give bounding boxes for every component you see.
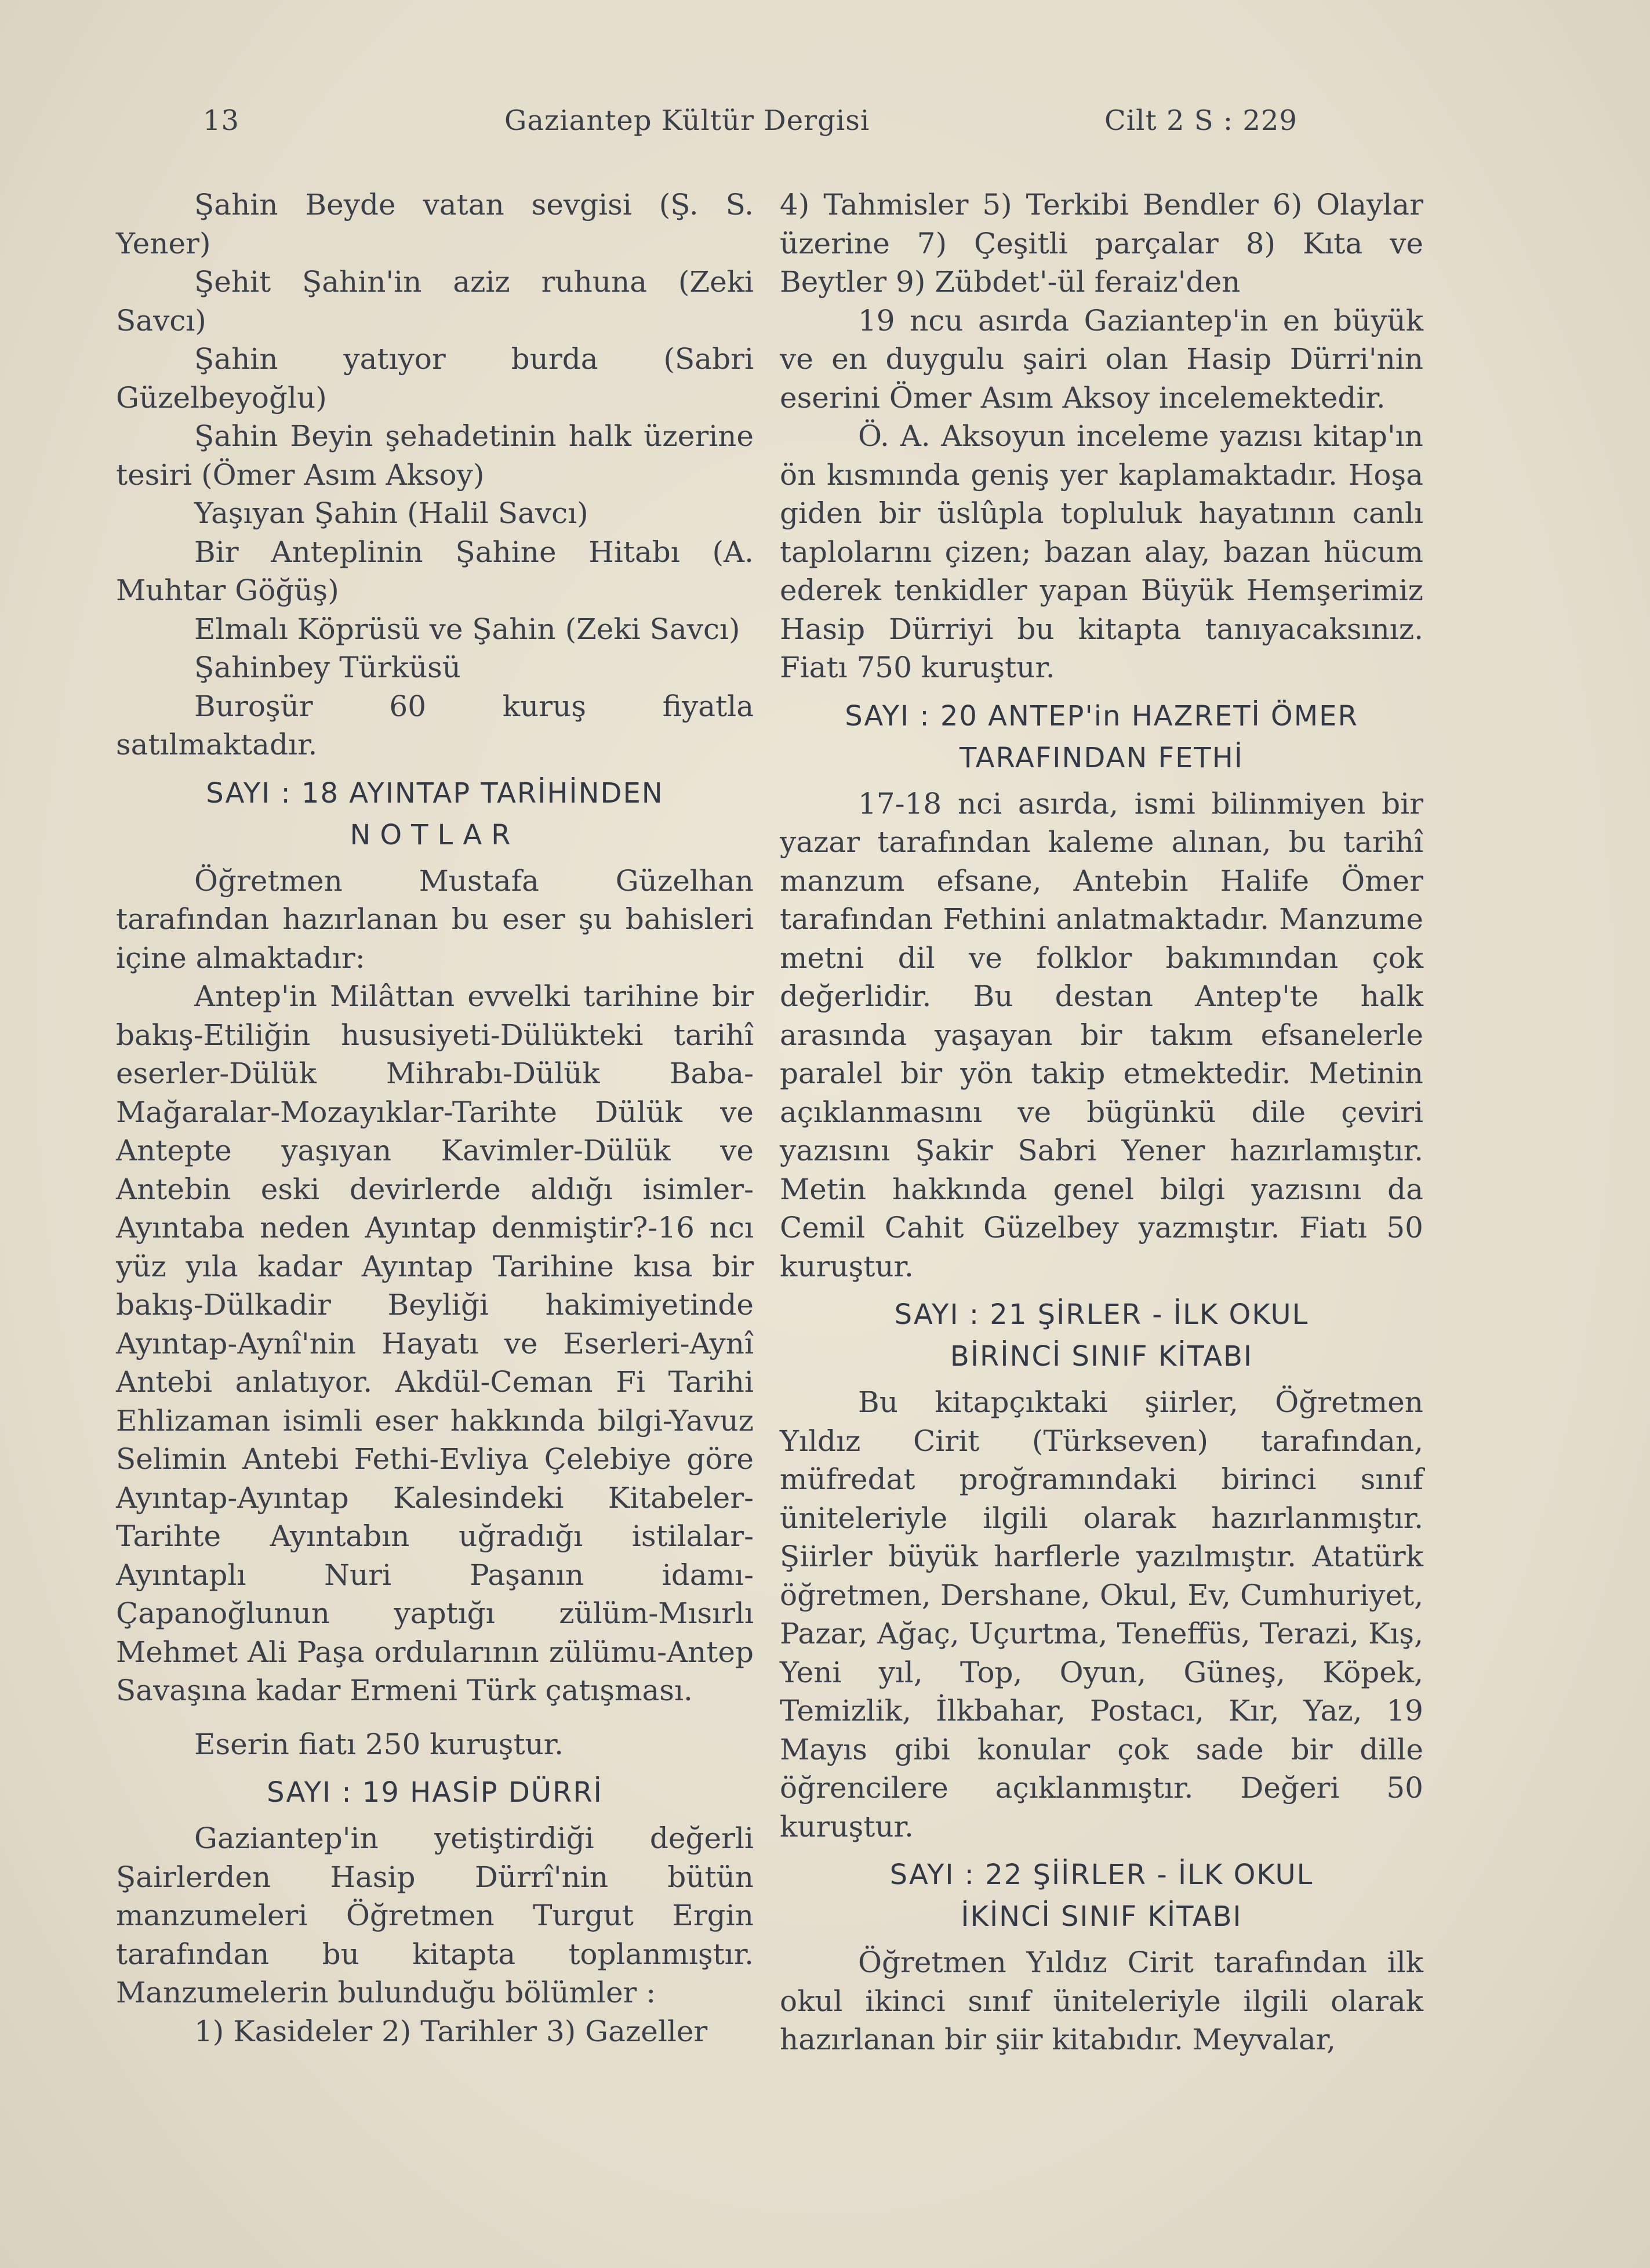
heading-line: SAYI : 21 ŞİRLER - İLK OKUL	[894, 1298, 1309, 1331]
section-heading-21	[780, 1294, 1423, 1377]
section-heading-20	[780, 695, 1423, 779]
spacer	[116, 1710, 754, 1725]
contents-item: Şahin Beyde vatan sevgisi (Ş. S. Yener)	[116, 188, 754, 260]
section-20-body: 17-18 nci asırda, ismi bilinmiyen bir yazar tarafından kaleme alınan, bu tarihî manzum efsane, Antebin Halife Ömer tarafından Fethini anlatmaktadır. Manzume metni dil ve folklor bakımından çok değerlidir. Bu destan Antep'te halk arasında yaşayan bir takım efsanelerle paralel bir yön takip etmektedir. Metinin açıklanmasını ve bügünkü dile çeviri yazısını Şakir Sabri Yener hazırlamıştır. Metin hakkında genel bilgi yazısını da Cemil Cahit Güzelbey yazmıştır. Fiatı 50 kuruştur.	[780, 786, 1423, 1283]
section-21-body: Bu kitapçıktaki şiirler, Öğretmen Yıldız Cirit (Türkseven) tarafından, müfredat proğramındaki birinci sınıf ünitelеriyle ilgili olarak hazırlanmıştır. Şiirler büyük harflerle yazılmıştır. Atatürk öğretmen, Dershane, Okul, Ev, Cumhuriyet, Pazar, Ağaç, Uçurtma, Teneffüs, Terazi, Kış, Yeni yıl, Top, Oyun, Güneş, Köpek, Temizlik, İlkbahar, Postacı, Kır, Yaz, 19 Mayıs gibi konular çok sade bir dille öğrencilere açıklanmıştır. Değeri 50 kuruştur.	[780, 1385, 1423, 1844]
section-19-body: 19 ncu asırda Gaziantep'in en büyük ve en duygulu şairi olan Hasip Dürri'nin eserini Ömer Asım Aksoy incelemektedir.	[780, 303, 1423, 415]
section-18-topics: Antep'in Milâttan evvelki tarihine bir bakış-Etiliğin hususiyeti-Dülükteki tarihî eserler-Dülük Mihrabı-Dülük Baba-Mağaralar-Mozayıklar-Tarihte Dülük ve Antepte yaşıyan Kavimler-Dülük ve Antebin eski devirlerde aldığı isimler-Ayıntaba neden Ayıntap denmiştir?-16 ncı yüz yıla kadar Ayıntap Tarihine kısa bir bakış-Dülkadir Beyliği hakimiyetinde Ayıntap-Aynî'nin Hayatı ve Eserleri-Aynî Antebi anlatıyor. Akdül-Ceman Fi Tarihi Ehlizaman isimli eser hakkında bilgi-Yavuz Selimin Antebi Fethi-Evliya Çelebiye göre Ayıntap-Ayıntap Kalesindeki Kitabeler-Tarihte Ayıntabın uğradığı istilalar-Ayıntaplı Nuri Paşanın idamı-Çapanoğlunun yaptığı zülüm-Mısırlı Mehmet Ali Paşa ordularının zülümu-Antep Savaşına kadar Ermeni Türk çatışması.	[116, 979, 754, 1707]
right-column	[780, 186, 1423, 2059]
contents-item: Yaşıyan Şahin (Halil Savcı)	[194, 496, 588, 530]
heading-line: SAYI : 19 HASİP DÜRRİ	[267, 1776, 603, 1809]
section-19-intro: Gaziantep'in yetiştirdiği değerli Şairlerden Hasip Dürrî'nin bütün manzumeleri Öğretmen Turgut Ergin tarafından bu kitapta toplanmıştır. Manzumelerin bulunduğu bölümler :	[116, 1821, 754, 2009]
brochure-price: Buroşür 60 kuruş fiyatla satılmaktadır.	[116, 689, 754, 761]
left-column	[116, 186, 754, 2051]
contents-item: Şahinbey Türküsü	[194, 651, 461, 684]
section-18-intro: Öğretmen Mustafa Güzelhan tarafından hazırlanan bu eser şu bahisleri içine almaktadır:	[116, 863, 754, 975]
contents-item: Şehit Şahin'in aziz ruhuna (Zeki Savcı)	[116, 265, 754, 338]
section-heading-19	[116, 1772, 754, 1813]
section-heading-18	[116, 772, 754, 856]
section-19-body: Ö. A. Aksoyun inceleme yazısı kitap'ın ön kısmında geniş yer kaplamaktadır. Hoşa giden bir üslûpla topluluk hayatının canlı taplolarını çizen; bazan alay, bazan hücum ederek tenkidler yapan Büyük Hemşerimiz Hasip Dürriyi bu kitapta tanıyacaksınız. Fiatı 750 kuruştur.	[780, 419, 1423, 684]
section-22-body: Öğretmen Yıldız Cirit tarafından ilk okul ikinci sınıf üniteleriyle ilgili olarak hazırlanan bir şiir kitabıdır. Meyvalar,	[780, 1946, 1423, 2056]
heading-line: TARAFINDAN FETHİ	[960, 741, 1244, 774]
heading-line: NOTLAR	[350, 818, 520, 851]
contents-item: Elmalı Köprüsü ve Şahin (Zeki Savcı)	[194, 612, 740, 646]
heading-line: SAYI : 22 ŞİİRLER - İLK OKUL	[889, 1859, 1314, 1891]
page-number: 13	[203, 104, 240, 137]
journal-title: Gaziantep Kültür Dergisi	[504, 104, 870, 137]
page-header	[0, 104, 1650, 151]
heading-line: SAYI : 20 ANTEP'in HAZRETİ ÖMER	[845, 699, 1358, 732]
contents-item: Şahin yatıyor burda (Sabri Güzelbeyoğlu)	[116, 342, 754, 415]
contents-item: Bir Anteplinin Şahine Hitabı (A. Muhtar Göğüş)	[116, 535, 754, 607]
heading-line: SAYI : 18 AYINTAP TARİHİNDEN	[206, 776, 664, 810]
volume-issue: Cilt 2 S : 229	[1104, 104, 1298, 137]
contents-item: Şahin Beyin şehadetinin halk üzerine tesiri (Ömer Asım Aksoy)	[116, 419, 754, 492]
heading-line: İKİNCİ SINIF KİTABI	[961, 1900, 1242, 1933]
section-18-price: Eserin fiatı 250 kuruştur.	[194, 1727, 564, 1761]
heading-line: BİRİNCİ SINIF KİTABI	[950, 1340, 1253, 1373]
section-19-parts: 1) Kasideler 2) Tarihler 3) Gazeller	[194, 2014, 708, 2048]
section-19-parts-cont: 4) Tahmisler 5) Terkibi Bendler 6) Olaylar üzerine 7) Çeşitli parçalar 8) Kıta ve Beytler 9) Zübdet'-ül feraiz'den	[780, 188, 1423, 299]
section-heading-22	[780, 1854, 1423, 1937]
